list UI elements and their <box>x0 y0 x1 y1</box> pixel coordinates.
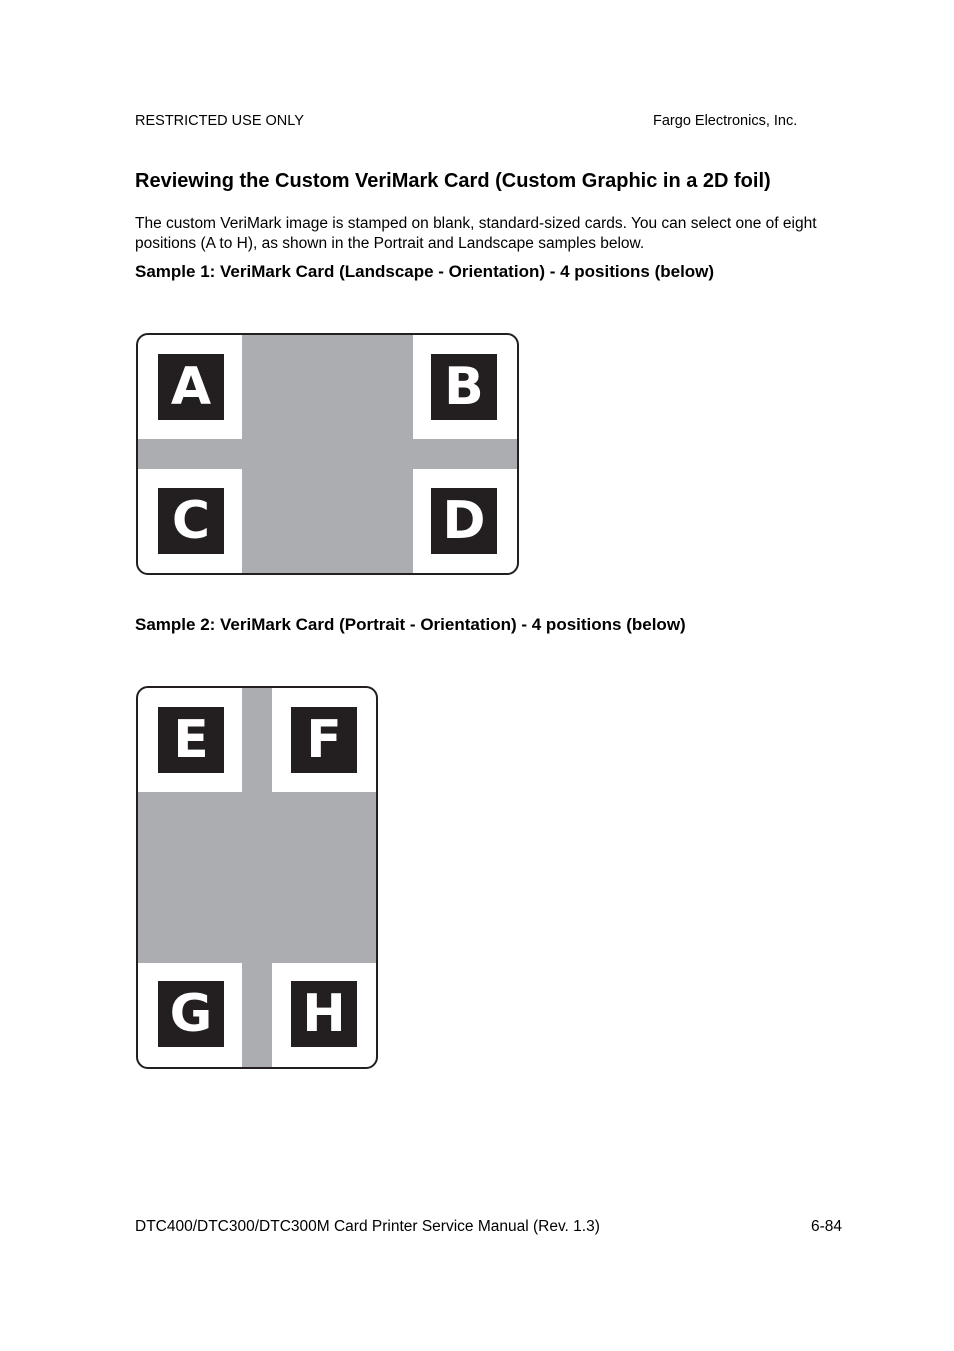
position-f-tile: F <box>291 707 357 773</box>
header-company: Fargo Electronics, Inc. <box>653 113 798 129</box>
sample-2-heading: Sample 2: VeriMark Card (Portrait - Orientation) - 4 positions (below) <box>135 615 686 634</box>
footer-page-number: 6-84 <box>811 1218 843 1235</box>
position-g-tile: G <box>158 981 224 1047</box>
position-d-tile: D <box>431 488 497 554</box>
position-b-tile: B <box>431 354 497 420</box>
intro-paragraph: The custom VeriMark image is stamped on blank, standard-sized cards. You can select one of eight positions (A to H), as shown in the Portrait and Landscape samples below. <box>135 215 817 252</box>
position-h-tile: H <box>291 981 357 1047</box>
horizontal-band <box>138 792 376 963</box>
horizontal-band <box>138 439 517 469</box>
position-c-tile: C <box>158 488 224 554</box>
landscape-card-diagram <box>136 333 519 575</box>
position-a-tile: A <box>158 354 224 420</box>
section-title: Reviewing the Custom VeriMark Card (Custom Graphic in a 2D foil) <box>135 170 771 192</box>
position-e-tile: E <box>158 707 224 773</box>
footer-manual-title: DTC400/DTC300/DTC300M Card Printer Service Manual (Rev. 1.3) <box>135 1218 600 1235</box>
portrait-card-diagram <box>136 686 378 1069</box>
sample-1-heading: Sample 1: VeriMark Card (Landscape - Orientation) - 4 positions (below) <box>135 262 715 281</box>
header-restricted-notice: RESTRICTED USE ONLY <box>135 113 304 129</box>
